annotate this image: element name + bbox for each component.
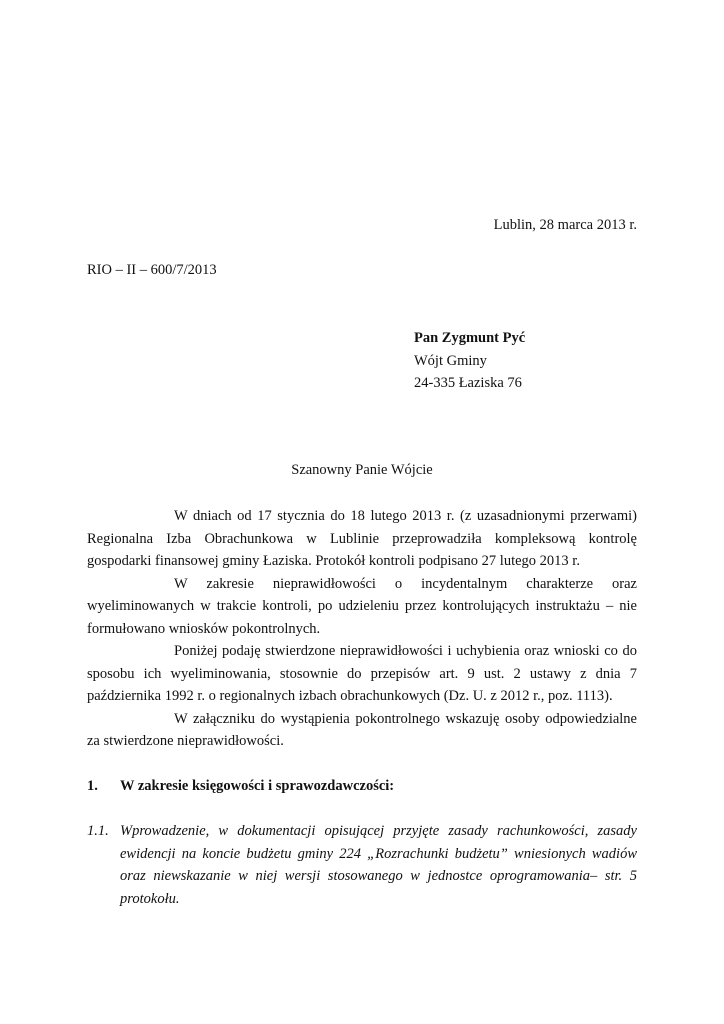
paragraph-4: W załączniku do wystąpienia pokontrolnego wskazuję osoby odpowiedzialne za stwierdzone nieprawidłowości. bbox=[87, 710, 637, 749]
section-number: 1. bbox=[87, 778, 98, 794]
paragraph-2: W zakresie nieprawidłowości o incydentalnym charakterze oraz wyeliminowanych w trakcie kontroli, po udzieleniu przez kontrolujących instruktażu – nie formułowano wniosków pokontrolnych. bbox=[87, 575, 637, 637]
paragraph-1: W dniach od 17 stycznia do 18 lutego 2013 r. (z uzasadnionymi przerwami) Regionalna Izba Obrachunkowa w Lublinie przeprowadziła kompleksową kontrolę gospodarki finansowej gminy Łaziska. Protokół kontroli podpisano 27 lutego 2013 r. bbox=[87, 508, 637, 569]
item-number: 1.1. bbox=[87, 823, 109, 839]
section-title: W zakresie księgowości i sprawozdawczości: bbox=[120, 778, 395, 794]
recipient-name: Pan Zygmunt Pyć bbox=[414, 330, 526, 346]
reference-number: RIO – II – 600/7/2013 bbox=[87, 262, 217, 278]
finding-item bbox=[87, 820, 637, 910]
greeting: Szanowny Panie Wójcie bbox=[291, 462, 433, 478]
section-heading bbox=[87, 775, 394, 797]
item-text: Wprowadzenie, w dokumentacji opisującej przyjęte zasady rachunkowości, zasady ewidencji na koncie budżetu gminy 224 „Rozrachunki budżetu” wniesionych wadiów oraz niewskazanie w niej wersji stosowanego w jednostce oprogramowania– str. 5 protokołu. bbox=[120, 823, 637, 907]
recipient-block bbox=[414, 327, 525, 395]
letter-body bbox=[87, 505, 637, 753]
recipient-title: Wójt Gminy bbox=[414, 352, 487, 369]
recipient-address: 24-335 Łaziska 76 bbox=[414, 375, 522, 391]
place-date: Lublin, 28 marca 2013 r. bbox=[493, 217, 637, 233]
paragraph-3: Poniżej podaję stwierdzone nieprawidłowości i uchybienia oraz wnioski co do sposobu ich wyeliminowania, stosownie do przepisów art. 9 ust. 2 ustawy z dnia 7 października 1992 r. o regionalnych izbach obrachunkowych (Dz. U. z 2012 r., poz. 1113). bbox=[87, 643, 637, 704]
